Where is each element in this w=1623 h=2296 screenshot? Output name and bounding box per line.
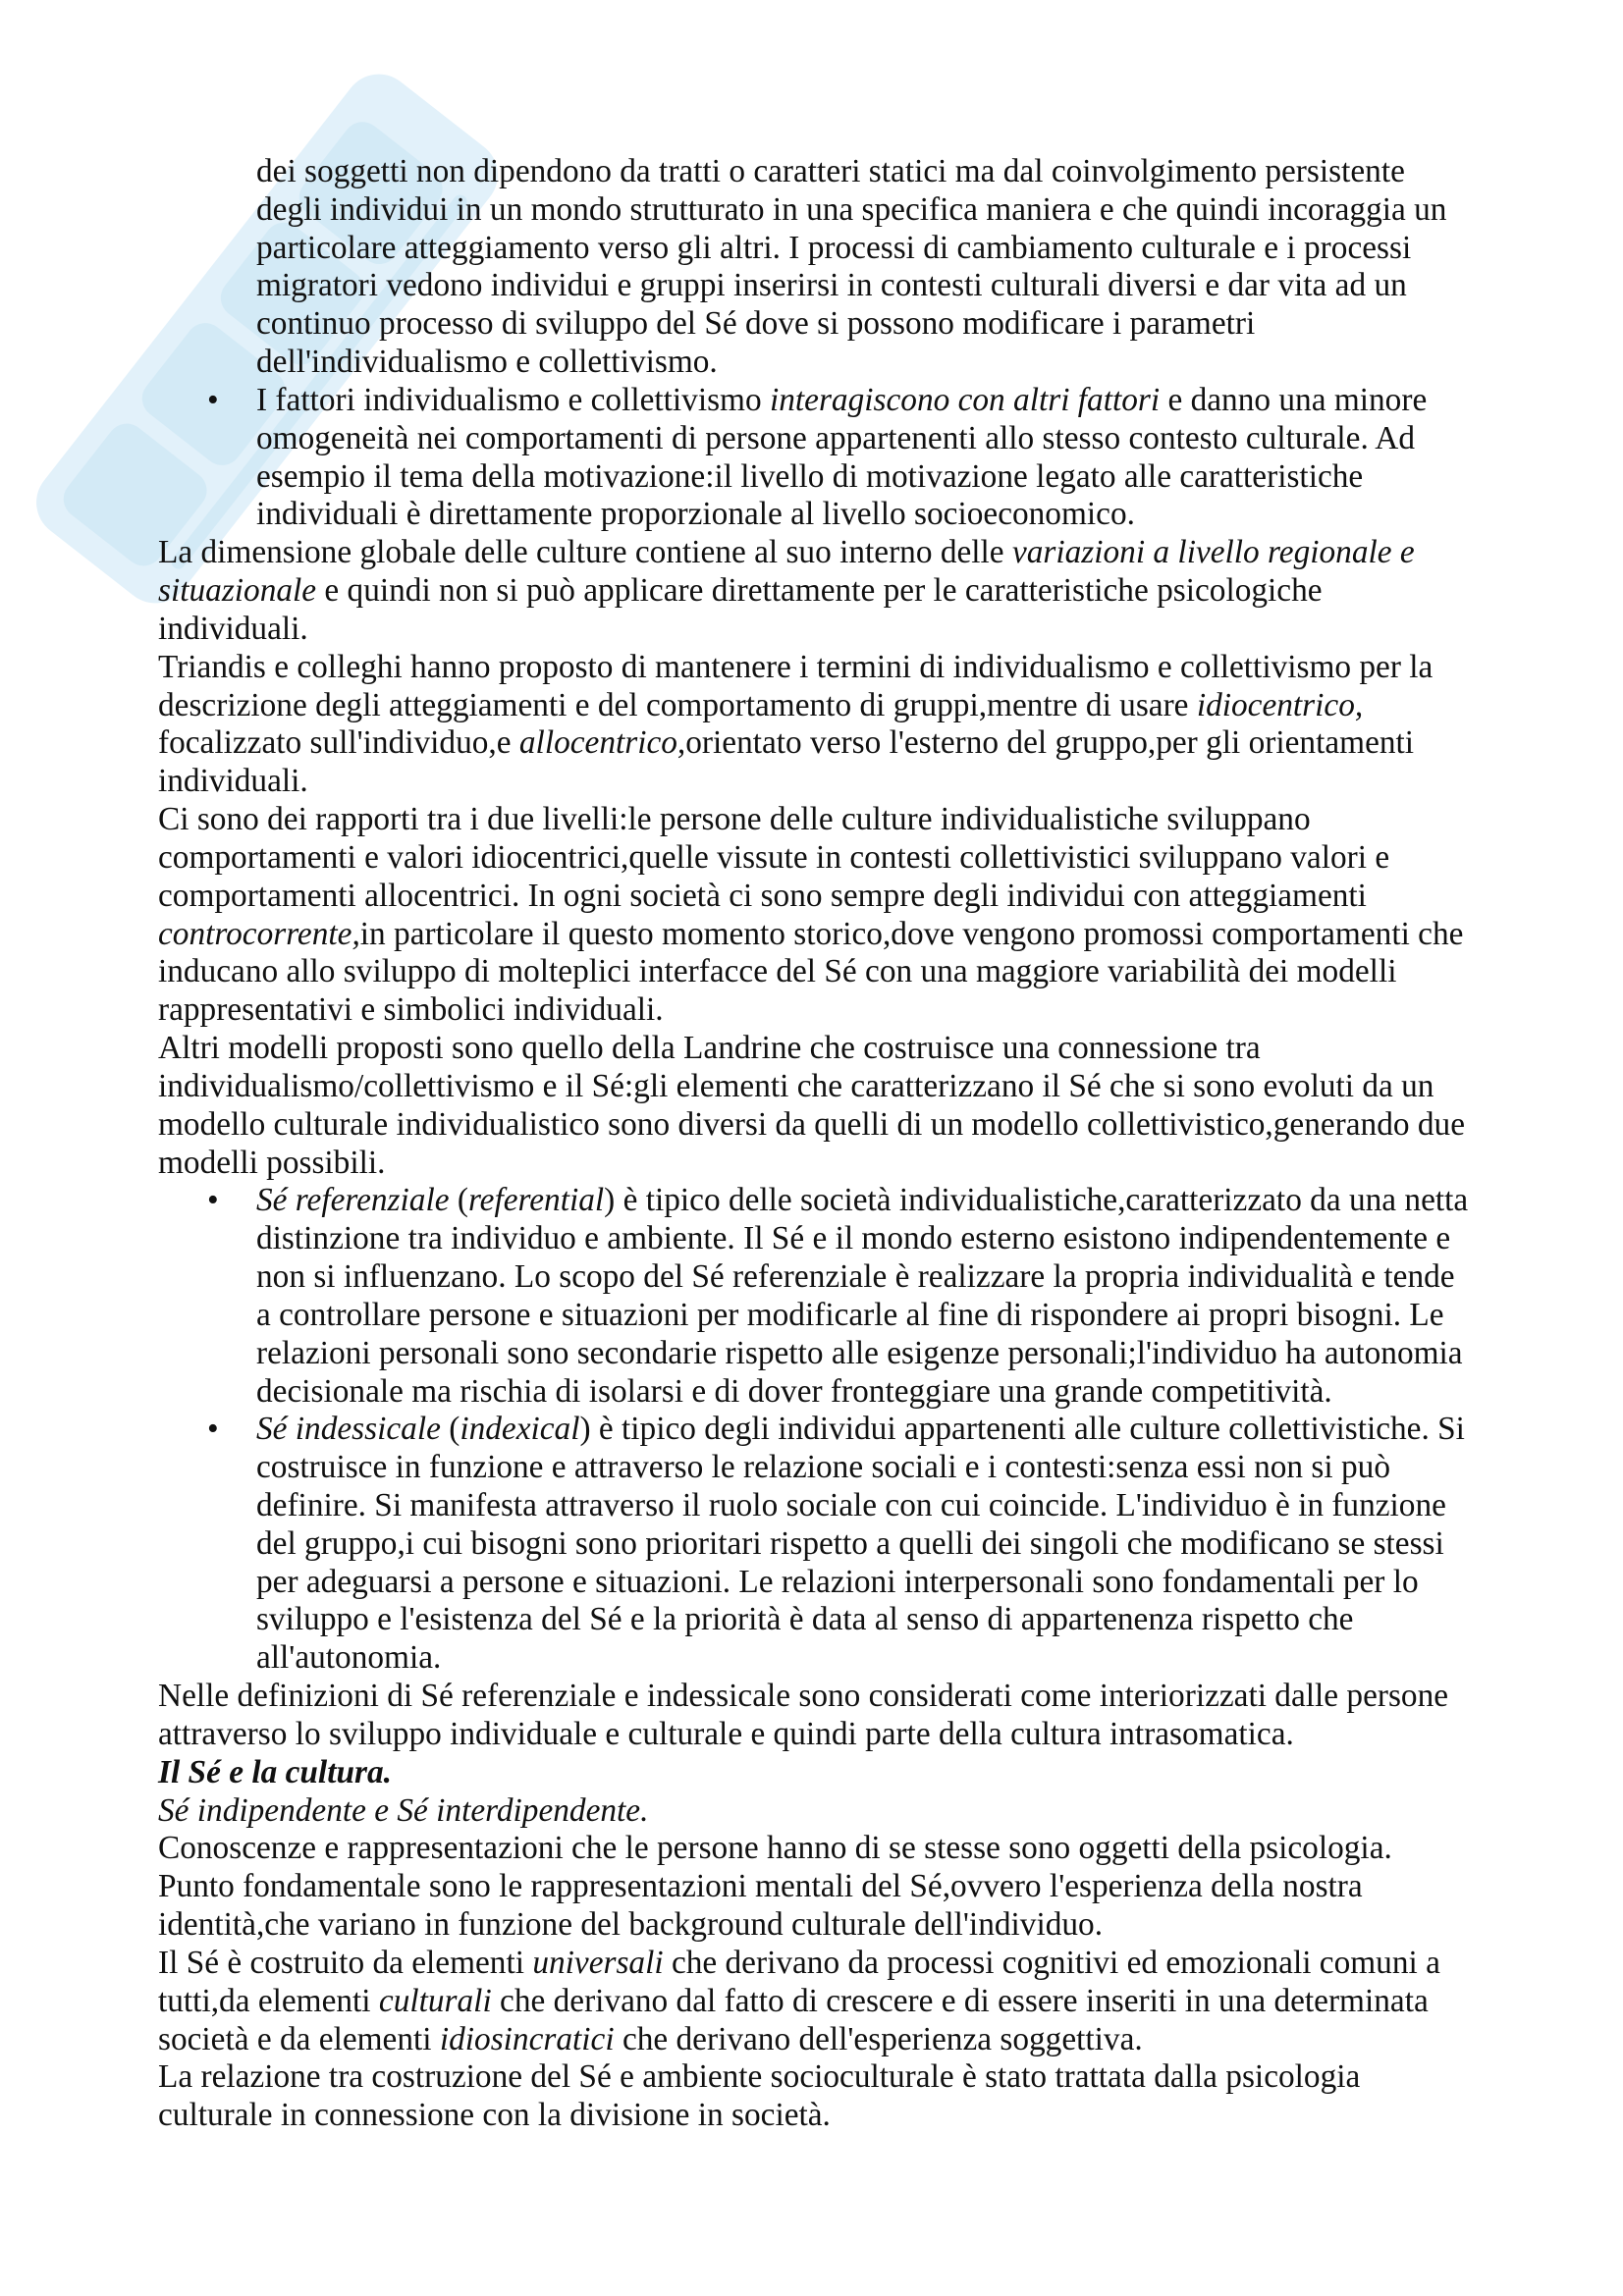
text-line bbox=[158, 1792, 1484, 1831]
text-line bbox=[256, 1601, 1484, 1639]
text-line bbox=[158, 839, 1484, 878]
text-run: ( bbox=[449, 1182, 468, 1219]
text-line bbox=[158, 1030, 1484, 1068]
text-line bbox=[158, 611, 1484, 649]
text-line bbox=[256, 382, 1484, 420]
text-line bbox=[256, 1411, 1484, 1449]
text-line bbox=[256, 458, 1484, 497]
italic-text: idiosincratici bbox=[439, 2020, 615, 2057]
bullet-marker: • bbox=[207, 381, 219, 418]
text-line bbox=[158, 534, 1484, 572]
text-line bbox=[158, 2097, 1484, 2135]
list-item-continuation bbox=[256, 153, 1484, 382]
italic-text: idiocentrico, bbox=[1196, 686, 1364, 723]
text-run: Altri modelli proposti sono quello della Landrine che costruisce una connessione tra bbox=[158, 1030, 1261, 1067]
text-line bbox=[158, 649, 1484, 687]
section-subheading bbox=[158, 1792, 1484, 1831]
text-run: Ci sono dei rapporti tra i due livelli:le persone delle culture individualistiche sviluppano bbox=[158, 801, 1311, 838]
text-run: in particolare il questo momento storico,dove vengono promossi comportamenti che bbox=[359, 915, 1464, 952]
text-line bbox=[158, 1678, 1484, 1716]
text-run: continuo processo di sviluppo del Sé dove si possono modificare i parametri bbox=[256, 305, 1256, 343]
text-line bbox=[158, 991, 1484, 1030]
italic-text: situazionale bbox=[158, 572, 317, 610]
text-line bbox=[256, 1449, 1484, 1487]
text-line bbox=[256, 191, 1484, 230]
text-line bbox=[158, 1754, 1484, 1792]
text-line bbox=[158, 763, 1484, 801]
section-heading bbox=[158, 1754, 1484, 1792]
text-run: dell'individualismo e collettivismo. bbox=[256, 344, 718, 381]
text-run: ( bbox=[440, 1411, 460, 1448]
bold-italic-text: Il Sé e la cultura. bbox=[158, 1753, 392, 1790]
text-line bbox=[158, 2058, 1484, 2097]
text-line bbox=[158, 1145, 1484, 1183]
text-line bbox=[256, 1373, 1484, 1412]
text-run: individualismo/collettivismo e il Sé:gli elementi che caratterizzano il Sé che si sono evoluti da un bbox=[158, 1067, 1434, 1104]
text-line bbox=[256, 1639, 1484, 1678]
text-run: esempio il tema della motivazione:il livello di motivazione legato alle caratteristiche bbox=[256, 457, 1364, 495]
text-run: e danno una minore bbox=[1160, 381, 1428, 418]
italic-text: universali bbox=[532, 1944, 664, 1981]
italic-text: controcorrente, bbox=[158, 915, 360, 952]
bullet-marker: • bbox=[207, 1411, 219, 1448]
text-run: a controllare persone e situazioni per modificarle al fine di rispondere ai propri bisogni. Le bbox=[256, 1296, 1444, 1333]
text-run: comportamenti allocentrici. In ogni società ci sono sempre degli individui con atteggiamenti bbox=[158, 877, 1367, 914]
text-line bbox=[158, 724, 1484, 763]
text-line bbox=[256, 1487, 1484, 1525]
text-line bbox=[256, 1564, 1484, 1602]
italic-text: referential bbox=[467, 1182, 605, 1219]
text-run: migratori vedono individui e gruppi inserirsi in contesti culturali diversi e dar vita ad un bbox=[256, 267, 1407, 304]
italic-text: Sé referenziale bbox=[256, 1182, 450, 1219]
text-run: orientato verso l'esterno del gruppo,per gli orientamenti bbox=[685, 724, 1415, 762]
text-run: relazioni personali sono secondarie rispetto alle esigenze personali;l'individuo ha autonomia bbox=[256, 1334, 1463, 1371]
text-line bbox=[158, 1830, 1484, 1868]
italic-text: indexical bbox=[460, 1411, 580, 1448]
paragraph bbox=[158, 1030, 1484, 1182]
text-line bbox=[158, 1906, 1484, 1945]
text-run: non si influenzano. Lo scopo del Sé referenziale è realizzare la propria individualità e tende bbox=[256, 1258, 1455, 1296]
text-line bbox=[158, 878, 1484, 916]
italic-text: Sé indessicale bbox=[256, 1411, 441, 1448]
text-line bbox=[158, 687, 1484, 725]
paragraph bbox=[158, 1945, 1484, 2058]
text-line bbox=[256, 344, 1484, 382]
text-run: del gruppo,i cui bisogni sono prioritari rispetto a quelli dei singoli che modificano se stessi bbox=[256, 1524, 1444, 1562]
text-line bbox=[256, 1525, 1484, 1564]
italic-text: culturali bbox=[378, 1982, 492, 2019]
paragraph bbox=[158, 1830, 1484, 1868]
paragraph bbox=[158, 1868, 1484, 1945]
text-run: che derivano dal fatto di crescere e di essere inseriti in una determinata bbox=[491, 1982, 1429, 2019]
text-run: individuali. bbox=[158, 610, 308, 647]
text-line bbox=[256, 1335, 1484, 1373]
paragraph bbox=[158, 2058, 1484, 2135]
text-run: tutti,da elementi bbox=[158, 1982, 379, 2019]
text-run: che derivano dell'esperienza soggettiva. bbox=[614, 2020, 1143, 2057]
bullet-item bbox=[207, 1182, 1484, 1411]
text-run: rappresentativi e simbolici individuali. bbox=[158, 991, 664, 1029]
text-line bbox=[158, 916, 1484, 954]
text-run: dei soggetti non dipendono da tratti o caratteri statici ma dal coinvolgimento persistente bbox=[256, 153, 1405, 189]
text-run: attraverso lo sviluppo individuale e culturale e quindi parte della cultura intrasomatica. bbox=[158, 1715, 1294, 1752]
text-run: sviluppo e l'esistenza del Sé e la priorità è data al senso di appartenenza rispetto che bbox=[256, 1601, 1354, 1638]
text-line bbox=[256, 496, 1484, 534]
bullet-item bbox=[207, 381, 1484, 534]
text-run: identità,che variano in funzione del background culturale dell'individuo. bbox=[158, 1906, 1104, 1944]
paragraph bbox=[158, 534, 1484, 648]
text-run: culturale in connessione con la divisione in società. bbox=[158, 2097, 831, 2134]
bullet-item bbox=[207, 1411, 1484, 1678]
text-run: modelli possibili. bbox=[158, 1144, 386, 1181]
text-line bbox=[256, 230, 1484, 268]
text-line bbox=[256, 153, 1484, 191]
paragraph bbox=[158, 801, 1484, 1030]
text-run: La relazione tra costruzione del Sé e ambiente socioculturale è stato trattata dalla psicologia bbox=[158, 2058, 1361, 2096]
text-run: ) è tipico degli individui appartenenti alle culture collettivistiche. Si bbox=[579, 1411, 1465, 1448]
text-line bbox=[256, 1182, 1484, 1220]
text-run: Il Sé è costruito da elementi bbox=[158, 1944, 533, 1981]
text-run: decisionale ma rischia di isolarsi e di dover fronteggiare una grande competitività. bbox=[256, 1372, 1332, 1410]
text-run: costruisce in funzione e attraverso le relazione sociali e i contesti:senza essi non si può bbox=[256, 1449, 1390, 1486]
italic-text: allocentrico, bbox=[518, 724, 686, 762]
text-run: società e da elementi bbox=[158, 2020, 440, 2057]
text-run: definire. Si manifesta attraverso il ruolo sociale con cui coincide. L'individuo è in funzione bbox=[256, 1486, 1446, 1523]
text-run: modello culturale individualistico sono diversi da quelli di un modello collettivistico,generando due bbox=[158, 1105, 1465, 1143]
text-run: omogeneità nei comportamenti di persone appartenenti allo stesso contesto culturale. Ad bbox=[256, 419, 1416, 456]
text-run: Triandis e colleghi hanno proposto di mantenere i termini di individualismo e collettivismo per la bbox=[158, 648, 1434, 685]
bullet-marker: • bbox=[207, 1182, 219, 1219]
text-line bbox=[158, 1068, 1484, 1106]
text-run: inducano allo sviluppo di molteplici interfacce del Sé con una maggiore variabilità dei modelli bbox=[158, 953, 1397, 990]
text-run: individuali è direttamente proporzionale al livello socioeconomico. bbox=[256, 496, 1135, 533]
text-run: particolare atteggiamento verso gli altri. I processi di cambiamento culturale e i processi bbox=[256, 229, 1412, 266]
text-run: individuali. bbox=[158, 763, 308, 800]
text-run: comportamenti e valori idiocentrici,quelle vissute in contesti collettivistici sviluppano valori e bbox=[158, 838, 1390, 876]
text-run: distinzione tra individuo e ambiente. Il Sé e il mondo esterno esistono indipendentemente e bbox=[256, 1220, 1451, 1257]
text-line bbox=[256, 420, 1484, 458]
text-run: focalizzato sull'individuo,e bbox=[158, 724, 519, 762]
paragraph bbox=[158, 1678, 1484, 1754]
text-line bbox=[158, 1983, 1484, 2021]
text-run: degli individui in un mondo strutturato in una specifica maniera e che quindi incoraggia un bbox=[256, 190, 1447, 228]
text-line bbox=[158, 1945, 1484, 1983]
document-body bbox=[158, 153, 1484, 2135]
italic-text: interagiscono con altri fattori bbox=[769, 381, 1161, 418]
text-run: La dimensione globale delle culture contiene al suo interno delle bbox=[158, 534, 1012, 571]
text-line bbox=[256, 1258, 1484, 1297]
text-line bbox=[158, 572, 1484, 611]
text-run: che derivano da processi cognitivi ed emozionali comuni a bbox=[663, 1944, 1440, 1981]
text-run: e quindi non si può applicare direttamente per le caratteristiche psicologiche bbox=[316, 572, 1323, 610]
text-run: descrizione degli atteggiamenti e del comportamento di gruppi,mentre di usare bbox=[158, 686, 1197, 723]
text-run: Nelle definizioni di Sé referenziale e indessicale sono considerati come interiorizzati dalle persone bbox=[158, 1678, 1449, 1715]
text-line bbox=[158, 1716, 1484, 1754]
text-run: Conoscenze e rappresentazioni che le persone hanno di se stesse sono oggetti della psicologia. bbox=[158, 1830, 1392, 1867]
text-line bbox=[158, 801, 1484, 839]
text-run: Punto fondamentale sono le rappresentazioni mentali del Sé,ovvero l'esperienza della nostra bbox=[158, 1868, 1363, 1905]
text-line bbox=[256, 1297, 1484, 1335]
text-line bbox=[256, 305, 1484, 344]
text-run: I fattori individualismo e collettivismo bbox=[256, 381, 770, 418]
text-line bbox=[158, 1106, 1484, 1145]
text-line bbox=[158, 2021, 1484, 2059]
text-run: all'autonomia. bbox=[256, 1639, 442, 1677]
text-line bbox=[158, 1868, 1484, 1906]
text-run: ) è tipico delle società individualistiche,caratterizzato da una netta bbox=[604, 1182, 1469, 1219]
paragraph bbox=[158, 649, 1484, 801]
text-run: per adeguarsi a persone e situazioni. Le relazioni interpersonali sono fondamentali per lo bbox=[256, 1563, 1419, 1600]
text-line bbox=[256, 267, 1484, 305]
text-line bbox=[256, 1220, 1484, 1258]
italic-text: Sé indipendente e Sé interdipendente. bbox=[158, 1791, 649, 1829]
italic-text: variazioni a livello regionale e bbox=[1011, 534, 1415, 571]
text-line bbox=[158, 953, 1484, 991]
